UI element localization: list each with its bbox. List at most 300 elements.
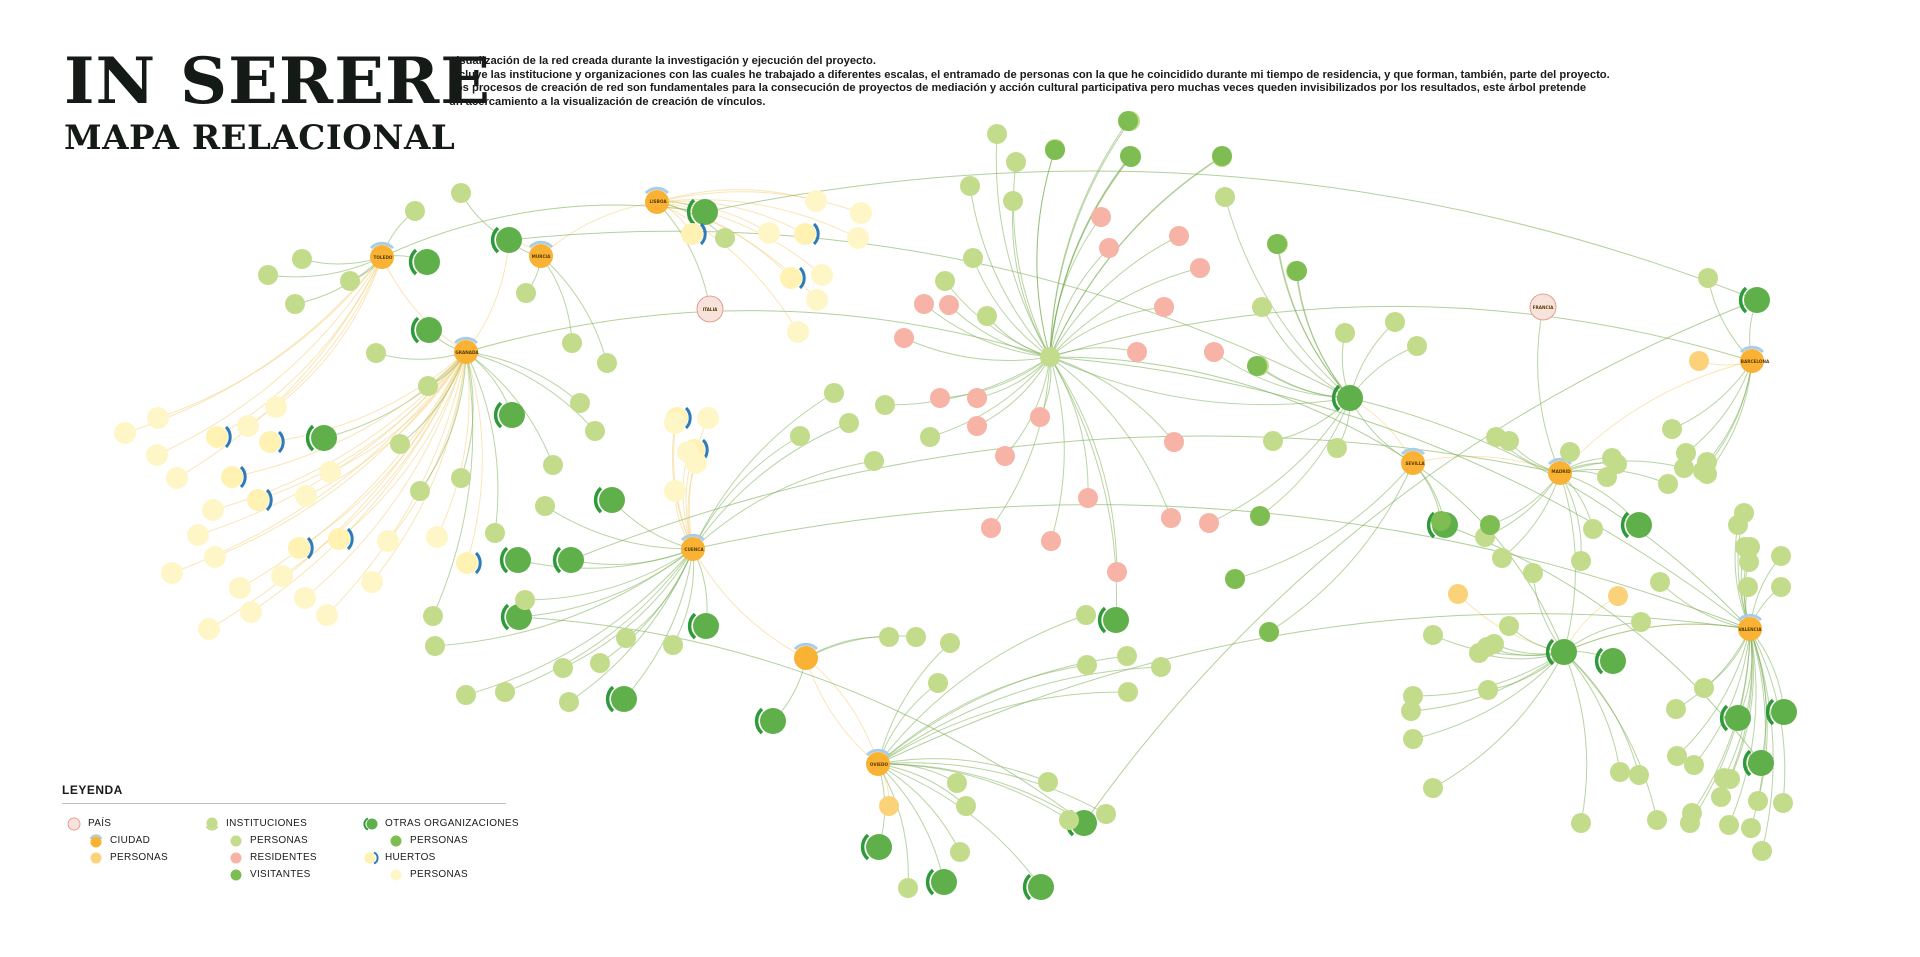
node-in — [839, 413, 859, 433]
node-in — [1003, 191, 1023, 211]
node-in — [1741, 818, 1761, 838]
node-in — [423, 606, 443, 626]
node-in — [947, 773, 967, 793]
node-in — [906, 627, 926, 647]
node-ph — [166, 467, 188, 489]
node-in — [928, 673, 948, 693]
legend-visitantes — [250, 869, 311, 880]
node-ot — [1548, 639, 1577, 665]
node-in — [1697, 464, 1717, 484]
node-in — [879, 627, 899, 647]
node-in — [864, 451, 884, 471]
node-in — [1151, 657, 1171, 677]
network-link — [1050, 357, 1064, 541]
node-ot — [413, 317, 442, 343]
network-link — [1050, 156, 1222, 357]
node-in — [1666, 699, 1686, 719]
node-ph — [319, 461, 341, 483]
persona-inst-icon — [228, 833, 244, 849]
node-re — [1107, 562, 1127, 582]
node-ph — [758, 222, 780, 244]
node-in — [258, 265, 278, 285]
node-in — [543, 455, 563, 475]
node-in — [790, 426, 810, 446]
node-re — [995, 446, 1015, 466]
hub-label-granada: GRANADA — [455, 350, 479, 355]
legend-residentes-label: RESIDENTES — [250, 852, 317, 863]
node-re — [930, 388, 950, 408]
node-ph — [294, 587, 316, 609]
node-re — [894, 328, 914, 348]
node-ph — [850, 202, 872, 224]
hub-label-francia: FRANCIA — [1532, 305, 1554, 310]
node-in — [597, 353, 617, 373]
node-re — [981, 518, 1001, 538]
network-link — [1269, 463, 1413, 632]
node-ot — [690, 613, 719, 639]
node-in — [1667, 746, 1687, 766]
network-link — [693, 436, 800, 549]
node-vi — [1120, 146, 1140, 166]
node-ot — [502, 547, 531, 573]
legend-personas-huertos — [410, 869, 468, 880]
node-in — [425, 636, 445, 656]
node-in — [956, 796, 976, 816]
node-in — [1674, 458, 1694, 478]
legend-instituciones — [226, 818, 307, 829]
network-link — [302, 257, 382, 264]
node-ph — [147, 407, 169, 429]
node-hu — [681, 223, 705, 245]
hub-label-italia: ITALIA — [702, 307, 718, 312]
node-ph — [847, 227, 869, 249]
node-hu — [221, 466, 245, 488]
node-ph — [426, 526, 448, 548]
node-hu — [456, 552, 480, 574]
node-in — [1486, 427, 1506, 447]
pais-icon — [66, 816, 82, 832]
legend-personas-ciudad — [110, 852, 168, 863]
node-in — [1040, 347, 1060, 367]
node-re — [1041, 531, 1061, 551]
node-ot — [1623, 512, 1652, 538]
node-in — [451, 468, 471, 488]
network-link — [1413, 463, 1564, 652]
node-re — [1164, 432, 1184, 452]
persona-otra-icon — [388, 833, 404, 849]
node-ot — [1597, 648, 1626, 674]
node-in — [1610, 762, 1630, 782]
network-link — [657, 202, 798, 332]
legend-personas-inst-label: PERSONAS — [250, 835, 308, 846]
network-link — [1707, 361, 1752, 462]
node-in — [1215, 187, 1235, 207]
node-ot — [496, 402, 525, 428]
network-link — [806, 658, 878, 764]
node-re — [1091, 207, 1111, 227]
node-in — [1658, 474, 1678, 494]
node-in — [1629, 765, 1649, 785]
node-in — [405, 201, 425, 221]
network-link — [1564, 624, 1750, 652]
node-re — [1169, 226, 1189, 246]
node-hu — [259, 431, 283, 453]
node-in — [935, 271, 955, 291]
node-in — [553, 658, 573, 678]
hub-label-toledo: TOLEDO — [373, 255, 393, 260]
node-in — [1752, 841, 1772, 861]
network-link — [519, 549, 693, 617]
node-ot — [863, 834, 892, 860]
network-link — [518, 549, 693, 568]
network-link — [806, 636, 916, 658]
node-ph — [805, 190, 827, 212]
node-in — [1523, 563, 1543, 583]
network-link — [940, 357, 1050, 398]
node-re — [1078, 488, 1098, 508]
legend-title: LEYENDA — [62, 783, 506, 804]
node-ot — [555, 547, 584, 573]
node-in — [1484, 634, 1504, 654]
ciudad-icon — [88, 833, 104, 849]
node-ph — [361, 571, 383, 593]
node-ph — [316, 604, 338, 626]
network-link — [509, 231, 1350, 398]
node-in — [590, 653, 610, 673]
node-in — [663, 635, 683, 655]
network-link — [1660, 582, 1750, 629]
node-ot — [1100, 607, 1129, 633]
hub-label-valencia: VALENCIA — [1738, 627, 1762, 632]
network-link — [466, 311, 1050, 357]
node-in — [418, 376, 438, 396]
node-in — [1076, 605, 1096, 625]
node-in — [1738, 577, 1758, 597]
network-link — [376, 352, 466, 359]
node-ot — [1334, 385, 1363, 411]
node-vi — [1225, 569, 1245, 589]
node-vi — [1267, 234, 1287, 254]
node-vi — [1250, 506, 1270, 526]
node-ot — [411, 249, 440, 275]
node-in — [875, 395, 895, 415]
legend-personas-otras-label: PERSONAS — [410, 835, 468, 846]
node-in — [1583, 519, 1603, 539]
institucion-icon — [204, 816, 220, 832]
node-ot — [596, 487, 625, 513]
network-link — [1050, 357, 1171, 518]
intro-line-2: Incluye las institucione y organizaciones con las cuales he trabajado a diferentes escalas, el entramado de personas con la que he coincidido durante mi tiempo de residencia, y que forman, también, parte del proyecto. — [449, 68, 1610, 81]
node-in — [285, 294, 305, 314]
node-in — [1647, 810, 1667, 830]
legend-residentes — [250, 852, 317, 863]
legend-personas-otras — [410, 835, 468, 846]
node-in — [1327, 438, 1347, 458]
node-in — [1597, 467, 1617, 487]
network-link — [1350, 322, 1395, 398]
network-link — [1050, 357, 1350, 405]
network-link — [806, 637, 889, 658]
visitante-icon — [228, 867, 244, 883]
node-vi — [1247, 356, 1267, 376]
network-link — [330, 352, 466, 472]
network-link — [878, 643, 950, 764]
node-in — [562, 333, 582, 353]
node-re — [967, 388, 987, 408]
node-in — [1117, 646, 1137, 666]
node-ph — [806, 289, 828, 311]
node-vi — [1045, 140, 1065, 160]
node-hu — [794, 223, 818, 245]
node-in — [535, 496, 555, 516]
hub-label-oviedo: OVIEDO — [869, 762, 889, 767]
intro-line-1: Visualización de la red creada durante la investigación y ejecución del proyecto. — [449, 55, 876, 67]
network-link — [1538, 307, 1560, 473]
node-in — [715, 228, 735, 248]
node-in — [1560, 442, 1580, 462]
node-in — [987, 124, 1007, 144]
legend-pais-label: PAÍS — [88, 818, 112, 829]
node-in — [824, 383, 844, 403]
network-link — [276, 257, 382, 407]
node-in — [1650, 572, 1670, 592]
node-in — [516, 283, 536, 303]
legend-personas-inst — [250, 835, 308, 846]
intro-line-4: un acercamiento a la visualización de creación de vínculos. — [449, 95, 766, 108]
node-ph — [146, 444, 168, 466]
node-in — [1423, 625, 1443, 645]
node-in — [1263, 431, 1283, 451]
node-in — [515, 590, 535, 610]
node-in — [585, 421, 605, 441]
node-hu — [247, 489, 271, 511]
node-hu — [780, 267, 804, 289]
node-ph — [198, 618, 220, 640]
network-link — [878, 764, 1084, 823]
node-in — [570, 393, 590, 413]
node-in — [390, 434, 410, 454]
node-in — [1335, 323, 1355, 343]
hub-label-sevilla: SEVILLA — [1405, 461, 1425, 466]
node-re — [1099, 238, 1119, 258]
network-link — [1676, 629, 1750, 709]
page-subtitle: MAPA RELACIONAL — [64, 118, 456, 158]
network-link — [1564, 652, 1657, 820]
node-in — [1038, 772, 1058, 792]
node-in — [1739, 552, 1759, 572]
node-re — [1127, 342, 1147, 362]
legend-instituciones-label: INSTITUCIONES — [226, 818, 308, 829]
node-re — [1190, 258, 1210, 278]
legend — [62, 783, 519, 884]
network-link — [466, 240, 509, 352]
network-link — [1214, 352, 1350, 398]
node-in — [920, 427, 940, 447]
network-link — [693, 549, 806, 658]
node-in — [1773, 793, 1793, 813]
node-in — [451, 183, 471, 203]
node-in — [1748, 791, 1768, 811]
node-re — [1161, 508, 1181, 528]
node-ph — [677, 441, 699, 463]
node-vi — [1431, 511, 1451, 531]
node-in — [366, 343, 386, 363]
node-in — [410, 481, 430, 501]
node-ph — [697, 407, 719, 429]
node-ph — [202, 499, 224, 521]
network-link — [545, 506, 693, 549]
network-link — [1672, 361, 1752, 429]
node-ph — [787, 321, 809, 343]
node-in — [1719, 815, 1739, 835]
node-in — [456, 685, 476, 705]
node-in — [1385, 312, 1405, 332]
node-in — [559, 692, 579, 712]
persona-huerto-icon — [388, 867, 404, 883]
huerto-icon — [363, 850, 379, 866]
hub-label-lisboa: LISBOA — [649, 199, 667, 204]
residente-icon — [228, 850, 244, 866]
node-vi — [1118, 111, 1138, 131]
node-vi — [1212, 146, 1232, 166]
node-ot — [1722, 705, 1751, 731]
node-in — [1694, 678, 1714, 698]
node-re — [914, 294, 934, 314]
node-ph — [664, 412, 686, 434]
page-title: IN SERERE — [64, 44, 492, 119]
node-ph — [377, 530, 399, 552]
node-ot — [608, 686, 637, 712]
network-link — [1050, 307, 1164, 357]
node-ph — [295, 485, 317, 507]
node-vi — [1287, 261, 1307, 281]
node-ph — [237, 415, 259, 437]
node-in — [940, 633, 960, 653]
node-in — [898, 878, 918, 898]
node-in — [1407, 336, 1427, 356]
node-in — [1006, 152, 1026, 172]
persona-ciudad-icon — [88, 850, 104, 866]
network-link — [693, 423, 849, 549]
node-in — [1662, 419, 1682, 439]
network-link — [1564, 652, 1587, 823]
node-re — [967, 416, 987, 436]
node-in — [1492, 548, 1512, 568]
network-link — [1050, 348, 1137, 357]
node-vi — [1259, 622, 1279, 642]
network-link — [1560, 361, 1752, 473]
node-ot — [1741, 287, 1770, 313]
node-vi — [1480, 515, 1500, 535]
node-ot — [689, 199, 718, 225]
node-ot — [1025, 874, 1054, 900]
node-in — [1602, 448, 1622, 468]
node-in — [1252, 297, 1272, 317]
node-re — [1030, 407, 1050, 427]
node-ci — [794, 644, 818, 670]
node-in — [340, 271, 360, 291]
node-in — [1720, 769, 1740, 789]
network-link — [991, 357, 1050, 528]
node-ph — [664, 480, 686, 502]
node-hu — [288, 537, 312, 559]
network-link — [1350, 398, 1750, 629]
node-in — [1711, 787, 1731, 807]
node-re — [939, 295, 959, 315]
node-in — [1401, 701, 1421, 721]
legend-pais — [88, 818, 111, 829]
node-re — [1199, 513, 1219, 533]
network-link — [541, 202, 657, 256]
network-link — [1564, 624, 1750, 652]
node-in — [1403, 729, 1423, 749]
node-ph — [229, 577, 251, 599]
legend-huertos-label: HUERTOS — [385, 852, 436, 863]
node-ph — [204, 546, 226, 568]
node-in — [1571, 551, 1591, 571]
legend-otras-label: OTRAS ORGANIZACIONES — [385, 818, 519, 829]
legend-ciudad-label: CIUDAD — [110, 835, 151, 846]
node-in — [977, 306, 997, 326]
node-in — [485, 523, 505, 543]
node-ph — [271, 565, 293, 587]
legend-huertos — [385, 852, 436, 863]
node-in — [1698, 268, 1718, 288]
node-in — [616, 628, 636, 648]
node-in — [950, 842, 970, 862]
hub-label-barcelona: BARCELONA — [1740, 359, 1770, 364]
node-ph — [811, 264, 833, 286]
node-ot — [1768, 699, 1797, 725]
legend-visitantes-label: VISITANTES — [250, 869, 311, 880]
legend-ciudad — [110, 835, 150, 846]
node-in — [1096, 804, 1116, 824]
hub-label-madrid: MADRID — [1551, 469, 1571, 474]
network-link — [1433, 652, 1564, 788]
legend-otras — [385, 818, 519, 829]
node-in — [960, 176, 980, 196]
legend-personas-huertos-label: PERSONAS — [410, 869, 468, 880]
node-ot — [757, 708, 786, 734]
node-hu — [328, 528, 352, 550]
node-pc — [879, 796, 899, 816]
node-in — [1423, 778, 1443, 798]
hub-label-cuenca: CUENCA — [684, 547, 704, 552]
node-re — [1204, 342, 1224, 362]
node-pc — [1608, 586, 1628, 606]
node-pc — [1689, 351, 1709, 371]
network-link — [806, 658, 878, 764]
node-ph — [265, 396, 287, 418]
node-in — [1684, 755, 1704, 775]
network-link — [904, 338, 1050, 361]
node-re — [1154, 297, 1174, 317]
node-in — [1680, 813, 1700, 833]
legend-personas-ciudad-label: PERSONAS — [110, 852, 168, 863]
node-ph — [114, 422, 136, 444]
network-links — [125, 121, 1785, 888]
network-link — [689, 418, 708, 549]
legend-items — [62, 804, 519, 884]
node-in — [1734, 503, 1754, 523]
network-link — [1050, 357, 1750, 629]
node-ot — [493, 227, 522, 253]
node-in — [1571, 813, 1591, 833]
node-pc — [1448, 584, 1468, 604]
node-in — [1478, 680, 1498, 700]
node-in — [1631, 612, 1651, 632]
node-in — [292, 249, 312, 269]
